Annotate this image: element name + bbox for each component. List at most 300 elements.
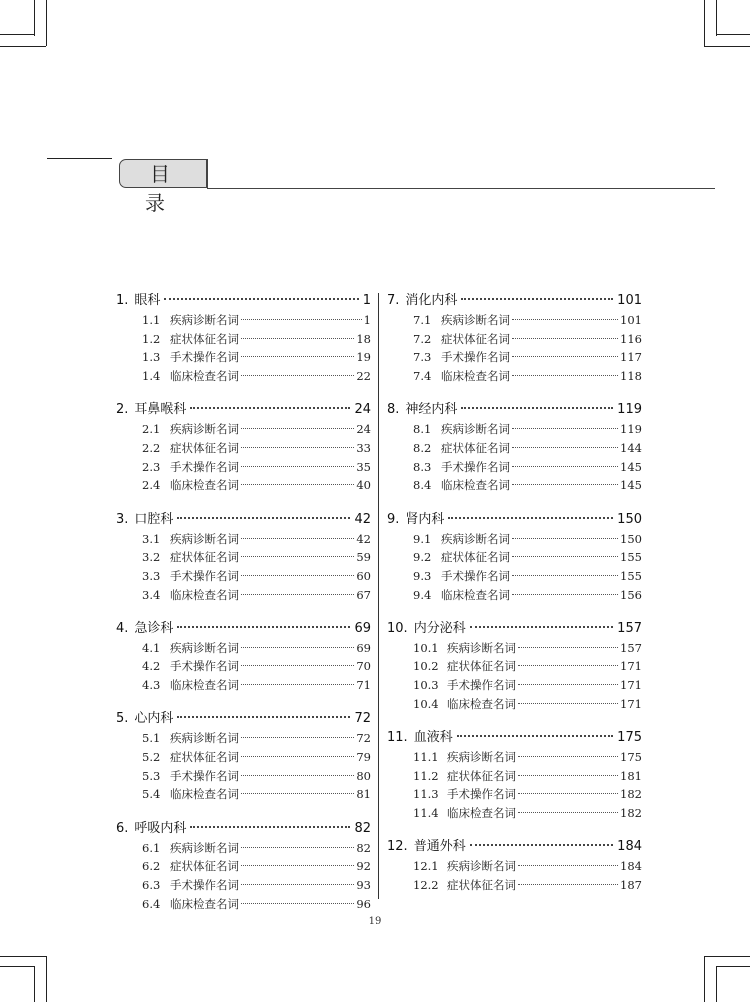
chapter-title: 呼吸内科 <box>134 820 187 836</box>
section-gap <box>116 695 371 710</box>
chapter-page: 175 <box>617 730 642 745</box>
crop-mark <box>34 0 35 36</box>
toc-subentry[interactable] <box>387 748 642 767</box>
subentry-page: 67 <box>356 587 371 602</box>
crop-mark <box>0 34 34 35</box>
subentry-title: 临床检查名词 <box>170 896 239 911</box>
subentry-number: 2.3 <box>142 459 161 474</box>
subentry-number: 5.3 <box>142 768 161 783</box>
toc-subentry[interactable] <box>387 639 642 658</box>
dot-leader <box>457 735 613 737</box>
subentry-title: 临床检查名词 <box>447 806 516 821</box>
subentry-page: 19 <box>356 350 371 365</box>
subentry-page: 156 <box>620 587 642 602</box>
dot-leader <box>512 594 618 595</box>
subentry-title: 手术操作名词 <box>170 877 239 892</box>
subentry-title: 手术操作名词 <box>170 350 239 365</box>
chapter-number: 12. <box>387 839 408 855</box>
subentry-page: 70 <box>356 659 371 674</box>
toc-subentry[interactable] <box>116 420 371 439</box>
subentry-number: 11.3 <box>413 787 439 802</box>
subentry-page: 33 <box>356 440 371 455</box>
crop-mark <box>716 966 717 1002</box>
subentry-number: 10.3 <box>413 678 439 693</box>
subentry-title: 手术操作名词 <box>170 459 239 474</box>
chapter-title: 耳鼻喉科 <box>134 402 187 418</box>
crop-mark <box>716 0 717 36</box>
subentry-number: 11.1 <box>413 750 439 764</box>
dot-leader <box>512 338 618 339</box>
toc-chapter-entry[interactable] <box>387 400 642 420</box>
section-gap <box>387 714 642 729</box>
subentry-title: 临床检查名词 <box>447 696 516 711</box>
dot-leader <box>241 338 354 339</box>
toc-subentry[interactable] <box>387 586 642 605</box>
toc-subentry[interactable] <box>387 311 642 330</box>
chapter-page: 42 <box>354 511 371 527</box>
subentry-number: 10.4 <box>413 696 439 711</box>
subentry-number: 3.1 <box>142 531 161 546</box>
subentry-title: 手术操作名词 <box>447 678 516 693</box>
dot-leader <box>518 865 618 866</box>
page-title: 目 录 <box>145 162 188 215</box>
subentry-number: 1.2 <box>142 331 161 346</box>
subentry-number: 8.1 <box>413 422 432 437</box>
toc-subentry[interactable] <box>387 657 642 676</box>
subentry-title: 症状体征名词 <box>441 331 510 346</box>
subentry-number: 3.2 <box>142 550 161 565</box>
toc-chapter-entry[interactable] <box>116 510 371 530</box>
crop-mark <box>704 956 705 1002</box>
subentry-title: 疾病诊断名词 <box>170 640 239 655</box>
toc-left-column <box>116 291 371 913</box>
subentry-title: 症状体征名词 <box>447 877 516 892</box>
subentry-title: 症状体征名词 <box>441 550 510 565</box>
crop-mark <box>46 956 47 1002</box>
subentry-page: 181 <box>620 768 642 783</box>
subentry-title: 症状体征名词 <box>170 440 239 455</box>
toc-subentry[interactable] <box>116 839 371 858</box>
toc-section <box>387 510 642 605</box>
subentry-page: 24 <box>356 422 371 437</box>
crop-mark <box>34 966 35 1002</box>
toc-subentry[interactable] <box>116 530 371 549</box>
subentry-page: 1 <box>363 313 371 327</box>
subentry-title: 症状体征名词 <box>170 550 239 565</box>
dot-leader <box>241 375 354 376</box>
chapter-page: 184 <box>617 839 642 855</box>
dot-leader <box>518 684 618 685</box>
subentry-title: 疾病诊断名词 <box>447 750 516 764</box>
toc-subentry[interactable] <box>387 804 642 823</box>
dot-leader <box>241 865 354 866</box>
subentry-page: 182 <box>620 787 642 802</box>
toc-subentry[interactable] <box>116 311 371 330</box>
subentry-page: 92 <box>356 859 371 874</box>
toc-subentry[interactable] <box>116 895 371 914</box>
chapter-title: 神经内科 <box>405 402 458 418</box>
subentry-number: 6.4 <box>142 896 161 911</box>
dot-leader <box>241 466 354 467</box>
subentry-number: 3.3 <box>142 568 161 583</box>
subentry-number: 3.4 <box>142 587 161 602</box>
subentry-number: 8.4 <box>413 478 432 493</box>
subentry-title: 症状体征名词 <box>170 331 239 346</box>
toc-subentry[interactable] <box>387 348 642 367</box>
subentry-number: 4.2 <box>142 659 161 674</box>
chapter-title: 心内科 <box>134 711 174 727</box>
toc-subentry[interactable] <box>116 639 371 658</box>
dot-leader <box>177 716 350 718</box>
subentry-title: 手术操作名词 <box>170 768 239 783</box>
subentry-title: 疾病诊断名词 <box>170 531 239 546</box>
dot-leader <box>512 375 618 376</box>
toc-subentry[interactable] <box>116 748 371 767</box>
subentry-page: 117 <box>620 350 642 365</box>
toc-section <box>116 819 371 914</box>
toc-section <box>116 619 371 695</box>
crop-mark <box>0 46 46 47</box>
chapter-page: 72 <box>354 711 371 727</box>
subentry-page: 145 <box>620 478 642 493</box>
toc-subentry[interactable] <box>387 876 642 895</box>
subentry-page: 18 <box>356 331 371 346</box>
toc-subentry[interactable] <box>387 330 642 349</box>
subentry-title: 手术操作名词 <box>441 459 510 474</box>
section-gap <box>116 604 371 619</box>
dot-leader <box>241 737 354 738</box>
chapter-page: 101 <box>617 293 642 308</box>
dot-leader <box>518 703 618 704</box>
subentry-title: 疾病诊断名词 <box>441 531 510 546</box>
dot-leader <box>512 484 618 485</box>
chapter-number: 6. <box>116 820 129 836</box>
toc-subentry[interactable] <box>387 767 642 786</box>
heading-underline <box>207 188 715 189</box>
subentry-page: 101 <box>620 313 642 327</box>
dot-leader <box>241 665 354 666</box>
toc-subentry[interactable] <box>387 458 642 477</box>
subentry-number: 12.2 <box>413 877 439 892</box>
subentry-title: 临床检查名词 <box>441 369 510 384</box>
subentry-number: 1.1 <box>142 313 161 327</box>
dot-leader <box>241 884 354 885</box>
subentry-page: 79 <box>356 750 371 764</box>
section-gap <box>387 823 642 838</box>
dot-leader <box>241 684 354 685</box>
dot-leader <box>241 538 354 539</box>
toc-subentry[interactable] <box>116 767 371 786</box>
dot-leader <box>241 484 354 485</box>
subentry-page: 145 <box>620 459 642 474</box>
chapter-number: 2. <box>116 402 129 418</box>
toc-section <box>387 400 642 495</box>
dot-leader <box>518 884 618 885</box>
toc-chapter-entry[interactable] <box>387 837 642 857</box>
dot-leader <box>518 647 618 648</box>
subentry-number: 10.1 <box>413 640 439 655</box>
toc-subentry[interactable] <box>116 676 371 695</box>
subentry-page: 175 <box>620 750 642 764</box>
toc-subentry[interactable] <box>387 476 642 495</box>
toc-chapter-entry[interactable] <box>116 291 371 311</box>
dot-leader <box>518 812 618 813</box>
subentry-number: 2.4 <box>142 478 161 493</box>
toc-chapter-entry[interactable] <box>116 400 371 420</box>
dot-leader <box>241 847 354 848</box>
dot-leader <box>512 319 618 320</box>
subentry-number: 9.1 <box>413 531 432 546</box>
toc-subentry[interactable] <box>387 695 642 714</box>
toc-section <box>387 728 642 823</box>
dot-leader <box>512 538 618 539</box>
toc-section <box>116 709 371 804</box>
subentry-title: 症状体征名词 <box>170 859 239 874</box>
subentry-title: 疾病诊断名词 <box>447 640 516 655</box>
dot-leader <box>241 575 354 576</box>
toc-chapter-entry[interactable] <box>387 510 642 530</box>
toc-subentry[interactable] <box>387 548 642 567</box>
heading-left-rule <box>47 158 112 159</box>
subentry-number: 8.3 <box>413 459 432 474</box>
subentry-title: 手术操作名词 <box>441 568 510 583</box>
chapter-page: 150 <box>617 511 642 527</box>
dot-leader <box>241 319 362 320</box>
dot-leader <box>241 556 354 557</box>
toc-subentry[interactable] <box>116 548 371 567</box>
toc-subentry[interactable] <box>116 330 371 349</box>
subentry-page: 150 <box>620 531 642 546</box>
dot-leader <box>177 517 350 519</box>
toc-chapter-entry[interactable] <box>116 619 371 639</box>
chapter-title: 口腔科 <box>134 511 174 527</box>
crop-mark <box>716 34 750 35</box>
dot-leader <box>470 626 613 628</box>
chapter-title: 内分泌科 <box>413 620 466 636</box>
toc-chapter-entry[interactable] <box>116 819 371 839</box>
crop-mark <box>704 956 750 957</box>
chapter-page: 69 <box>354 620 371 636</box>
crop-mark <box>704 0 705 46</box>
subentry-number: 9.2 <box>413 550 432 565</box>
subentry-title: 手术操作名词 <box>170 659 239 674</box>
toc-subentry[interactable] <box>116 476 371 495</box>
subentry-number: 9.3 <box>413 568 432 583</box>
subentry-number: 7.3 <box>413 350 432 365</box>
toc-subentry[interactable] <box>116 785 371 804</box>
subentry-page: 42 <box>356 531 371 546</box>
subentry-number: 7.4 <box>413 369 432 384</box>
subentry-page: 157 <box>620 640 642 655</box>
subentry-page: 69 <box>356 640 371 655</box>
toc-chapter-entry[interactable] <box>387 619 642 639</box>
chapter-title: 消化内科 <box>405 293 458 308</box>
section-gap <box>387 604 642 619</box>
chapter-number: 4. <box>116 620 129 636</box>
subentry-title: 临床检查名词 <box>170 678 239 693</box>
subentry-number: 1.3 <box>142 350 161 365</box>
toc-subentry[interactable] <box>387 420 642 439</box>
subentry-title: 手术操作名词 <box>447 787 516 802</box>
toc-subentry[interactable] <box>116 586 371 605</box>
dot-leader <box>241 756 354 757</box>
dot-leader <box>164 298 358 300</box>
toc-section <box>387 837 642 894</box>
heading-tab <box>119 159 207 215</box>
subentry-page: 155 <box>620 550 642 565</box>
dot-leader <box>241 647 354 648</box>
subentry-title: 临床检查名词 <box>170 787 239 802</box>
toc-subentry[interactable] <box>387 785 642 804</box>
toc-subentry[interactable] <box>116 876 371 895</box>
subentry-number: 12.1 <box>413 859 439 874</box>
dot-leader <box>512 428 618 429</box>
subentry-title: 临床检查名词 <box>170 587 239 602</box>
section-gap <box>116 804 371 819</box>
dot-leader <box>241 356 354 357</box>
dot-leader <box>190 826 350 828</box>
dot-leader <box>518 793 618 794</box>
chapter-title: 肾内科 <box>405 511 445 527</box>
subentry-page: 187 <box>620 877 642 892</box>
dot-leader <box>512 556 618 557</box>
subentry-page: 82 <box>356 840 371 855</box>
subentry-title: 临床检查名词 <box>170 478 239 493</box>
subentry-title: 疾病诊断名词 <box>170 731 239 746</box>
section-gap <box>387 386 642 401</box>
subentry-number: 5.1 <box>142 731 161 746</box>
subentry-title: 症状体征名词 <box>447 659 516 674</box>
subentry-page: 35 <box>356 459 371 474</box>
toc-subentry[interactable] <box>387 439 642 458</box>
toc-subentry[interactable] <box>116 857 371 876</box>
subentry-page: 116 <box>620 331 642 346</box>
chapter-title: 急诊科 <box>134 620 174 636</box>
subentry-number: 4.3 <box>142 678 161 693</box>
toc-subentry[interactable] <box>116 458 371 477</box>
toc-section <box>387 291 642 386</box>
subentry-title: 症状体征名词 <box>170 750 239 764</box>
toc-subentry[interactable] <box>116 729 371 748</box>
toc-section <box>387 619 642 714</box>
subentry-number: 6.1 <box>142 840 161 855</box>
subentry-page: 72 <box>356 731 371 746</box>
subentry-title: 临床检查名词 <box>441 478 510 493</box>
toc-subentry[interactable] <box>116 567 371 586</box>
subentry-number: 8.2 <box>413 440 432 455</box>
toc-subentry[interactable] <box>387 857 642 876</box>
subentry-page: 22 <box>356 369 371 384</box>
subentry-page: 118 <box>620 369 642 384</box>
chapter-number: 10. <box>387 620 408 636</box>
subentry-title: 临床检查名词 <box>441 587 510 602</box>
subentry-title: 疾病诊断名词 <box>441 422 510 437</box>
dot-leader <box>448 517 613 519</box>
subentry-page: 119 <box>620 422 642 437</box>
toc-subentry[interactable] <box>387 367 642 386</box>
toc-chapter-entry[interactable] <box>387 291 642 311</box>
page-number: 19 <box>368 916 382 927</box>
chapter-number: 7. <box>387 293 400 308</box>
subentry-number: 6.2 <box>142 859 161 874</box>
subentry-number: 7.1 <box>413 313 432 327</box>
toc-section <box>116 510 371 605</box>
subentry-title: 疾病诊断名词 <box>170 422 239 437</box>
subentry-page: 184 <box>620 859 642 874</box>
dot-leader <box>461 298 613 300</box>
dot-leader <box>177 626 350 628</box>
subentry-page: 182 <box>620 806 642 821</box>
dot-leader <box>470 844 613 846</box>
crop-mark <box>0 966 34 967</box>
chapter-number: 5. <box>116 711 129 727</box>
chapter-number: 11. <box>387 730 408 745</box>
crop-mark <box>0 956 46 957</box>
dot-leader <box>518 775 618 776</box>
toc-chapter-entry[interactable] <box>387 728 642 748</box>
subentry-number: 4.1 <box>142 640 161 655</box>
subentry-page: 96 <box>356 896 371 911</box>
subentry-page: 171 <box>620 678 642 693</box>
subentry-page: 40 <box>356 478 371 493</box>
toc-subentry[interactable] <box>116 439 371 458</box>
subentry-title: 疾病诊断名词 <box>170 840 239 855</box>
dot-leader <box>241 594 354 595</box>
subentry-page: 155 <box>620 568 642 583</box>
subentry-page: 60 <box>356 568 371 583</box>
subentry-number: 2.1 <box>142 422 161 437</box>
toc-subentry[interactable] <box>116 367 371 386</box>
section-gap <box>116 386 371 401</box>
chapter-number: 1. <box>116 293 129 308</box>
chapter-number: 9. <box>387 511 400 527</box>
chapter-number: 3. <box>116 511 129 527</box>
toc-subentry[interactable] <box>387 676 642 695</box>
subentry-title: 手术操作名词 <box>441 350 510 365</box>
dot-leader <box>518 665 618 666</box>
toc-chapter-entry[interactable] <box>116 709 371 729</box>
dot-leader <box>461 407 613 409</box>
toc-subentry[interactable] <box>387 530 642 549</box>
subentry-title: 疾病诊断名词 <box>447 859 516 874</box>
subentry-number: 6.3 <box>142 877 161 892</box>
subentry-title: 症状体征名词 <box>441 440 510 455</box>
toc-section <box>116 291 371 386</box>
dot-leader <box>190 407 350 409</box>
dot-leader <box>512 575 618 576</box>
subentry-number: 11.4 <box>413 806 439 821</box>
chapter-page: 24 <box>354 402 371 418</box>
dot-leader <box>241 447 354 448</box>
subentry-page: 71 <box>356 678 371 693</box>
dot-leader <box>512 356 618 357</box>
toc-subentry[interactable] <box>387 567 642 586</box>
toc-subentry[interactable] <box>116 657 371 676</box>
subentry-number: 2.2 <box>142 440 161 455</box>
section-gap <box>387 495 642 510</box>
subentry-number: 5.4 <box>142 787 161 802</box>
subentry-title: 疾病诊断名词 <box>170 313 239 327</box>
toc-subentry[interactable] <box>116 348 371 367</box>
subentry-number: 1.4 <box>142 369 161 384</box>
dot-leader <box>512 447 618 448</box>
toc-right-column <box>387 291 642 895</box>
subentry-page: 171 <box>620 696 642 711</box>
chapter-page: 119 <box>617 402 642 418</box>
subentry-page: 93 <box>356 877 371 892</box>
subentry-number: 7.2 <box>413 331 432 346</box>
chapter-title: 血液科 <box>413 730 453 745</box>
